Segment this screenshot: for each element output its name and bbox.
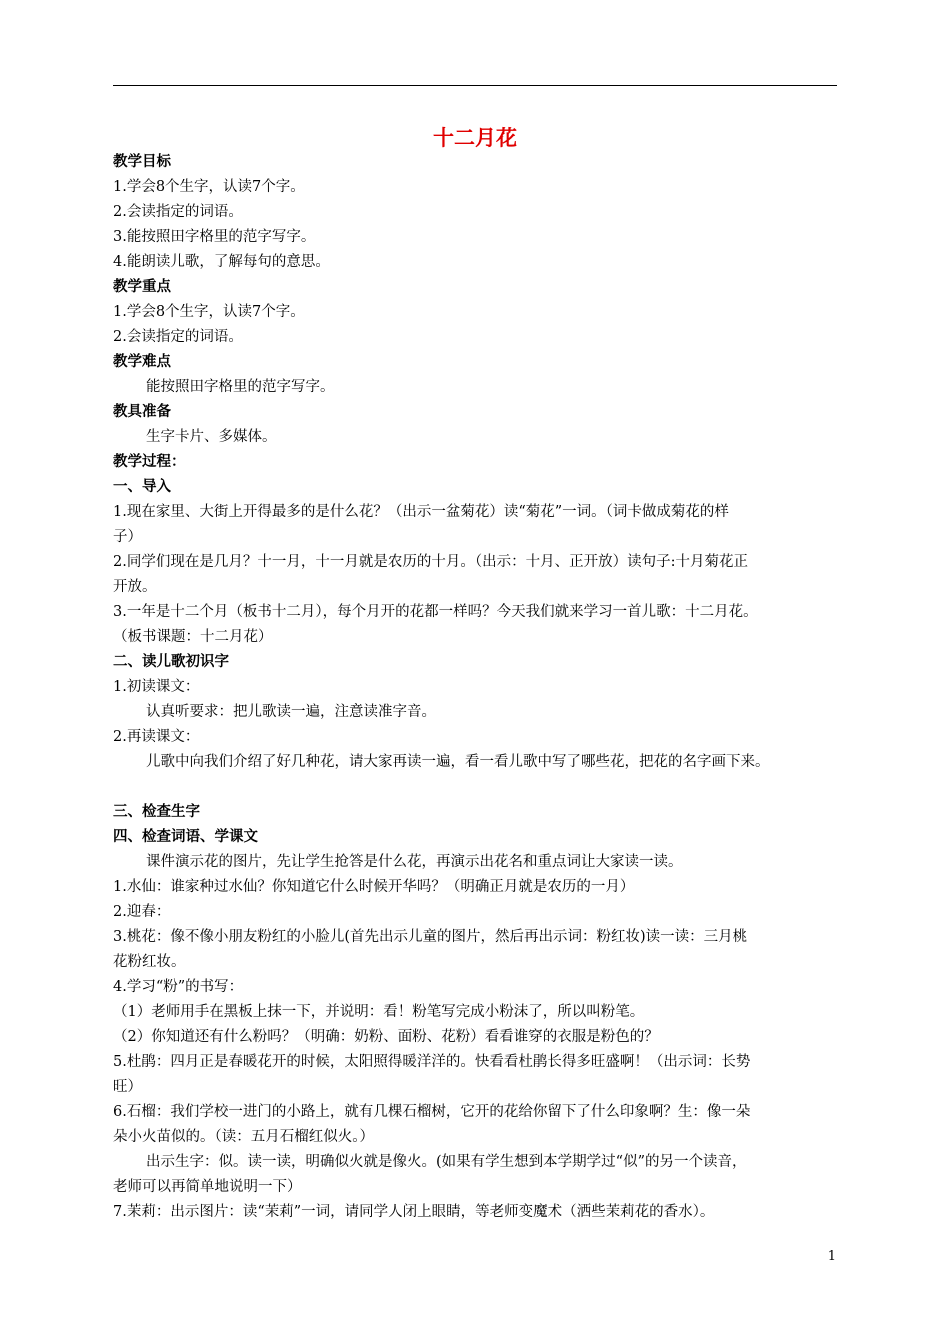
text-line: 4.能朗读儿歌，了解每句的意思。 [113, 254, 330, 270]
text-line: 7.茉莉：出示图片：读“茉莉”一词，请同学人闭上眼睛，等老师变魔术（洒些茉莉花的香水）。 [113, 1204, 715, 1220]
text-line: （2）你知道还有什么粉吗？（明确：奶粉、面粉、花粉）看看谁穿的衣服是粉色的？ [113, 1029, 659, 1045]
text-line: 认真听要求：把儿歌读一遍，注意读准字音。 [146, 704, 436, 720]
text-line: 儿歌中向我们介绍了好几种花，请大家再读一遍，看一看儿歌中写了哪些花，把花的名字画下来。 [146, 754, 770, 770]
header-rule [113, 85, 837, 86]
text-line: 3.桃花：像不像小朋友粉红的小脸儿(首先出示儿童的图片，然后再出示词：粉红妆)读一读：三月桃 [113, 929, 748, 945]
text-line: 能按照田字格里的范字写字。 [146, 379, 335, 395]
section-heading: 教学难点 [113, 354, 171, 370]
section-heading: 教具准备 [113, 404, 171, 420]
text-line: 朵小火苗似的。（读：五月石榴红似火。） [113, 1129, 374, 1145]
text-line: （板书课题：十二月花） [113, 629, 273, 645]
text-line: 3.能按照田字格里的范字写字。 [113, 229, 316, 245]
text-line: 2.会读指定的词语。 [113, 204, 243, 220]
section-heading: 教学目标 [113, 154, 171, 170]
text-line: 2.会读指定的词语。 [113, 329, 243, 345]
section-heading: 教学过程： [113, 454, 186, 470]
text-line: 旺） [113, 1079, 142, 1095]
text-line: 1.学会8个生字，认读7个字。 [113, 179, 305, 195]
section-heading: 教学重点 [113, 279, 171, 295]
text-line: 3.一年是十二个月（板书十二月），每个月开的花都一样吗？今天我们就来学习一首儿歌：十二月花。 [113, 604, 758, 620]
text-line: 2.再读课文： [113, 729, 200, 745]
section-heading: 一、导入 [113, 479, 171, 495]
text-line: 5.杜鹃：四月正是春暖花开的时候，太阳照得暖洋洋的。快看看杜鹃长得多旺盛啊！（出示词：长势 [113, 1054, 751, 1070]
text-line: 子） [113, 529, 142, 545]
text-line: 4.学习“粉”的书写： [113, 979, 244, 995]
text-line: 2.迎春： [113, 904, 171, 920]
blank-line [113, 775, 839, 800]
page-number: 1 [827, 1249, 836, 1264]
text-line: 出示生字：似。读一读，明确似火就是像火。(如果有学生想到本学期学过“似”的另一个读音， [146, 1154, 747, 1170]
text-line: 1.初读课文： [113, 679, 200, 695]
page-title: 十二月花 [433, 126, 517, 150]
section-heading: 二、读儿歌初识字 [113, 654, 229, 670]
text-line: 2.同学们现在是几月？十一月，十一月就是农历的十月。（出示：十月、正开放）读句子:十月菊花正 [113, 554, 748, 570]
document-body [113, 150, 839, 1225]
text-line: 1.现在家里、大街上开得最多的是什么花？（出示一盆菊花）读“菊花”一词。（词卡做成菊花的样 [113, 504, 729, 520]
text-line: 1.学会8个生字，认读7个字。 [113, 304, 305, 320]
text-line: 1.水仙：谁家种过水仙？你知道它什么时候开华吗？（明确正月就是农历的一月） [113, 879, 635, 895]
section-heading: 四、检查词语、学课文 [113, 829, 258, 845]
text-line: （1）老师用手在黑板上抹一下，并说明：看！粉笔写完成小粉沫了，所以叫粉笔。 [113, 1004, 645, 1020]
text-line: 花粉红妆。 [113, 954, 186, 970]
text-line: 开放。 [113, 579, 157, 595]
text-line: 6.石榴：我们学校一进门的小路上，就有几棵石榴树，它开的花给你留下了什么印象啊？生：像一朵 [113, 1104, 751, 1120]
text-line: 生字卡片、多媒体。 [146, 429, 277, 445]
section-heading: 三、检查生字 [113, 804, 200, 820]
text-line: 课件演示花的图片，先让学生抢答是什么花，再演示出花名和重点词让大家读一读。 [146, 854, 683, 870]
text-line: 老师可以再简单地说明一下） [113, 1179, 302, 1195]
